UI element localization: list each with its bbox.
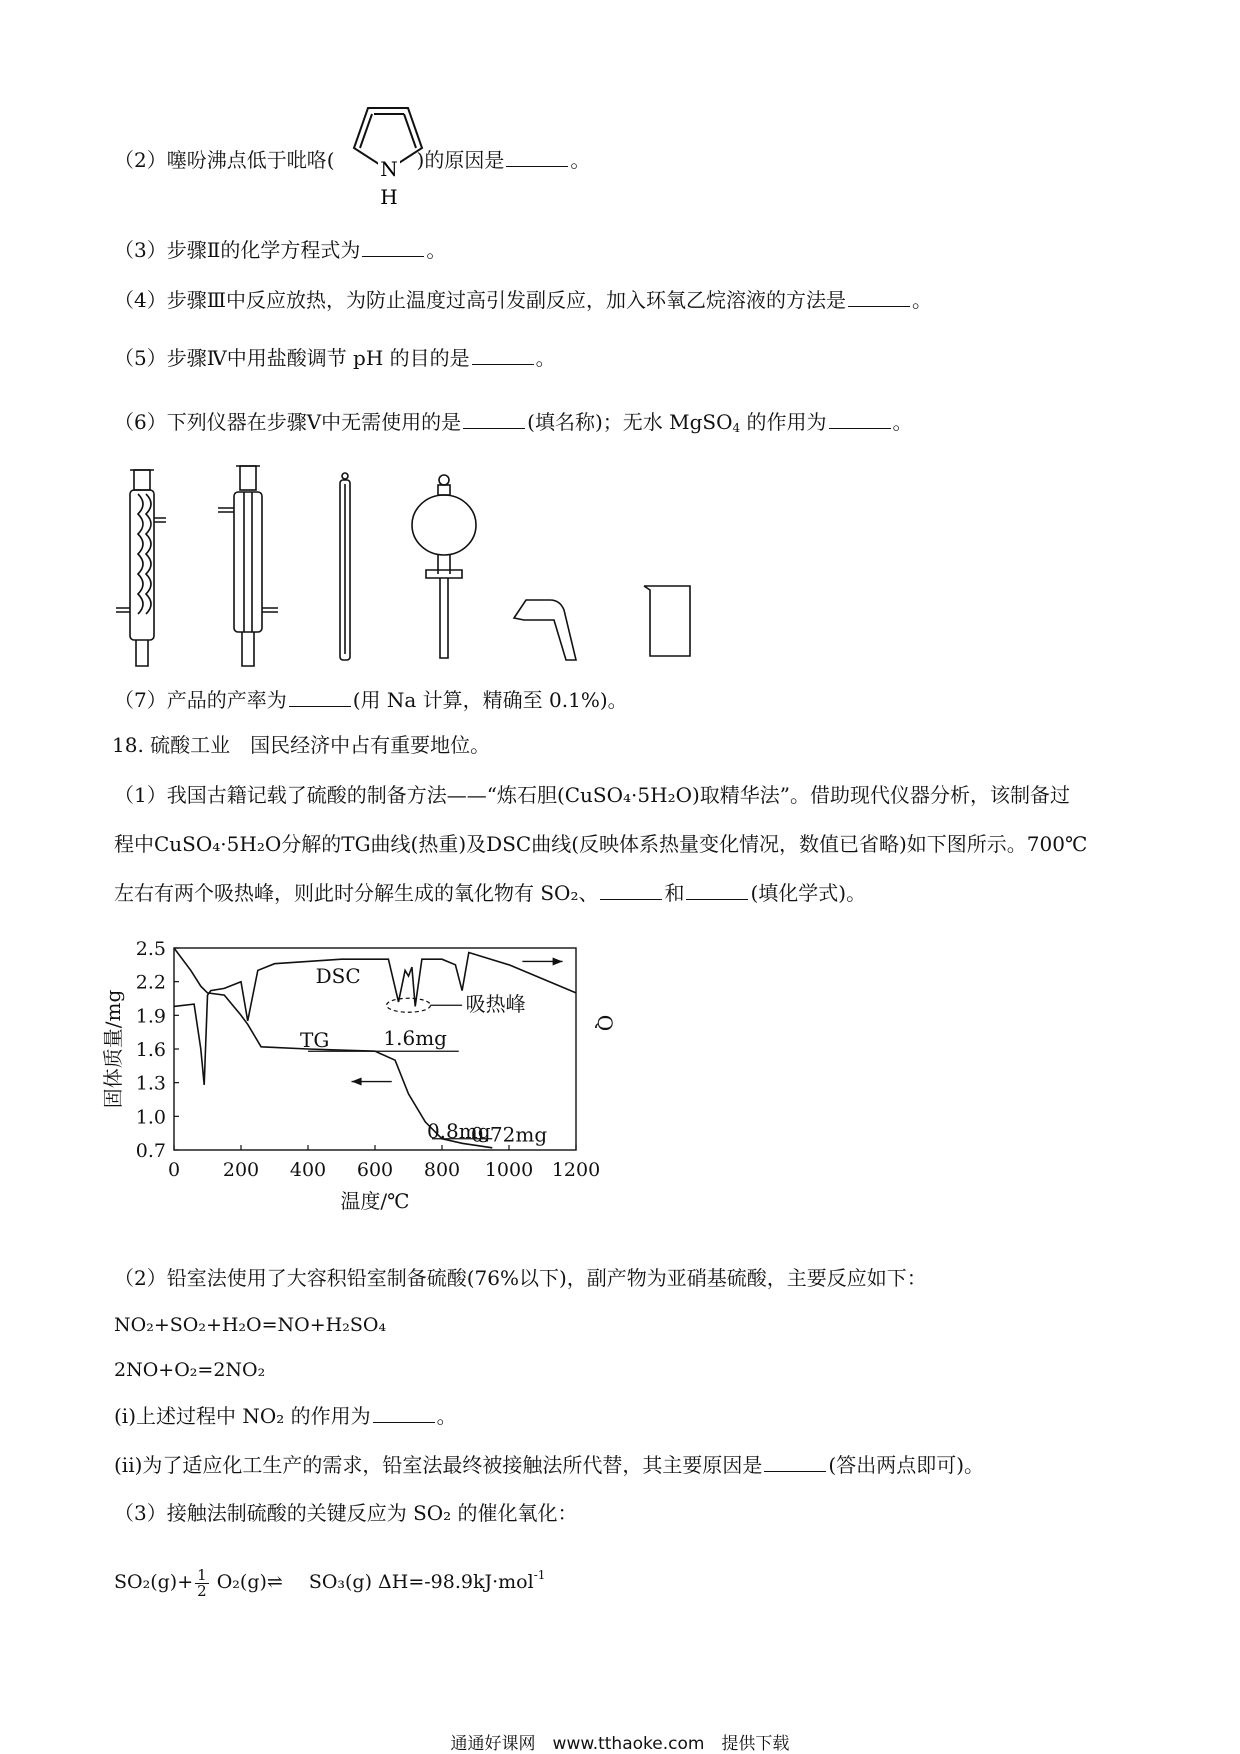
straight-condenser-icon: [218, 466, 278, 666]
y-tick-label: 1.3: [135, 1072, 166, 1095]
q3-line: （3）步骤Ⅱ的化学方程式为 。: [114, 238, 447, 262]
annotation-label: 1.6mg: [383, 1025, 447, 1050]
page-footer: 通通好课网 www.tthaoke.com 提供下载: [450, 1734, 790, 1754]
x-tick-label: 800: [423, 1159, 461, 1181]
q18-eq1: NO₂+SO₂+H₂O=NO+H₂SO₄: [114, 1314, 387, 1336]
thermometer-icon: [340, 473, 350, 660]
y-tick-label: 1.6: [135, 1039, 166, 1061]
beaker-icon: [644, 586, 690, 656]
q18-p3-intro: （3）接触法制硫酸的关键反应为 SO₂ 的催化氧化：: [114, 1501, 578, 1525]
x-tick-label: 400: [289, 1159, 327, 1181]
q4-line: （4）步骤Ⅲ中反应放热，为防止温度过高引发副反应，加入环氧乙烷溶液的方法是 。: [114, 288, 933, 312]
fraction-half: $\frac{1}{2}$: [197, 1565, 207, 1600]
q18-p2-i: (i)上述过程中 NO₂ 的作用为 。: [114, 1404, 457, 1428]
q4-blank[interactable]: [848, 288, 910, 307]
plot-frame: [174, 948, 576, 1150]
adapter-icon: [514, 600, 576, 660]
y-tick-label: 1.0: [135, 1106, 166, 1129]
q18-eq3: SO₂(g)+ $\frac{1}{2}$ O₂(g)⇌ SO₃(g) ΔH=-98.9kJ·mol$^{-1}$: [114, 1565, 546, 1600]
q5-blank[interactable]: [472, 346, 534, 365]
apparatus-figure: [100, 458, 820, 673]
pyrrole-structure: [348, 104, 430, 212]
annotation-label: 0.8mg: [426, 1118, 491, 1143]
pyrrole-n: N: [380, 157, 398, 181]
x-tick-label: 200: [222, 1159, 260, 1181]
q18-p1-line2: 程中CuSO₄·5H₂O分解的TG曲线(热重)及DSC曲线(反映体系热量变化情况，数值已省略)如下图所示。700℃: [114, 832, 1088, 856]
y-tick-label: 0.7: [135, 1140, 166, 1162]
annotation-label: 吸热峰: [465, 992, 526, 1017]
q5-line: （5）步骤Ⅳ中用盐酸调节 pH 的目的是 。: [114, 346, 556, 370]
annotation-label: TG: [300, 1028, 330, 1053]
q2-before: （2）噻吩沸点低于吡咯(: [114, 148, 335, 172]
q18-1-blank-2[interactable]: [686, 881, 748, 900]
q18-p1-line1: （1）我国古籍记载了硫酸的制备方法——“炼石胆(CuSO₄·5H₂O)取精华法”。借助现代仪器分析，该制备过: [114, 783, 1071, 807]
q6-blank-1[interactable]: [463, 410, 525, 429]
q18-title: 18. 硫酸工业 国民经济中占有重要地位。: [112, 733, 491, 757]
y-tick-label: 2.2: [135, 971, 166, 994]
x-tick-label: 1200: [551, 1159, 601, 1181]
y-tick-label: 2.5: [135, 938, 166, 960]
q18-p1-line3: 左右有两个吸热峰，则此时分解生成的氧化物有 SO₂、 和 (填化学式)。: [114, 881, 867, 905]
q7-blank[interactable]: [289, 688, 351, 707]
peak-ellipse: [387, 998, 431, 1012]
q18-2i-blank[interactable]: [373, 1404, 435, 1423]
q6-line: （6）下列仪器在步骤Ⅴ中无需使用的是 (填名称)；无水 MgSO$_4$ 的作用为 。: [114, 410, 913, 435]
tg-arrow-head: [352, 1078, 362, 1086]
q2-after: )的原因是: [416, 148, 505, 172]
separatory-funnel-icon: [412, 475, 476, 658]
q18-1-blank-1[interactable]: [600, 881, 662, 900]
annotation-label: 0.72mg: [470, 1122, 548, 1147]
series-dsc-line: [174, 953, 576, 1085]
tg-dsc-chart: [100, 924, 700, 1244]
y-axis-label: 固体质量/mg: [101, 989, 125, 1109]
q2-blank[interactable]: [506, 148, 568, 167]
q6-blank-2[interactable]: [829, 410, 891, 429]
x-tick-label: 1000: [484, 1159, 534, 1181]
dsc-arrow-head: [553, 957, 563, 965]
annotation-label: DSC: [315, 964, 361, 989]
q3-blank[interactable]: [362, 238, 424, 257]
y-tick-label: 1.9: [135, 1005, 166, 1028]
x-tick-label: 0: [167, 1159, 181, 1181]
x-axis-label: 温度/℃: [340, 1189, 410, 1213]
q18-p2-ii: (ii)为了适应化工生产的需求，铅室法最终被接触法所代替，其主要原因是 (答出两点即可)。: [114, 1453, 985, 1477]
q18-p2-intro: （2）铅室法使用了大容积铅室制备硫酸(76%以下)，副产物为亚硝基硫酸，主要反应如下：: [114, 1266, 927, 1290]
q18-eq2: 2NO+O₂=2NO₂: [114, 1359, 266, 1381]
q2-line: （2）噻吩沸点低于吡咯( )的原因是 。: [114, 148, 591, 172]
x-tick-label: 600: [356, 1159, 394, 1181]
bulb-condenser-icon: [116, 470, 166, 666]
pyrrole-h: H: [380, 185, 398, 209]
q18-2ii-blank[interactable]: [764, 1453, 826, 1472]
q7-line: （7）产品的产率为 (用 Na 计算，精确至 0.1%)。: [114, 688, 628, 712]
y2-axis-label: Q: [593, 1014, 617, 1032]
